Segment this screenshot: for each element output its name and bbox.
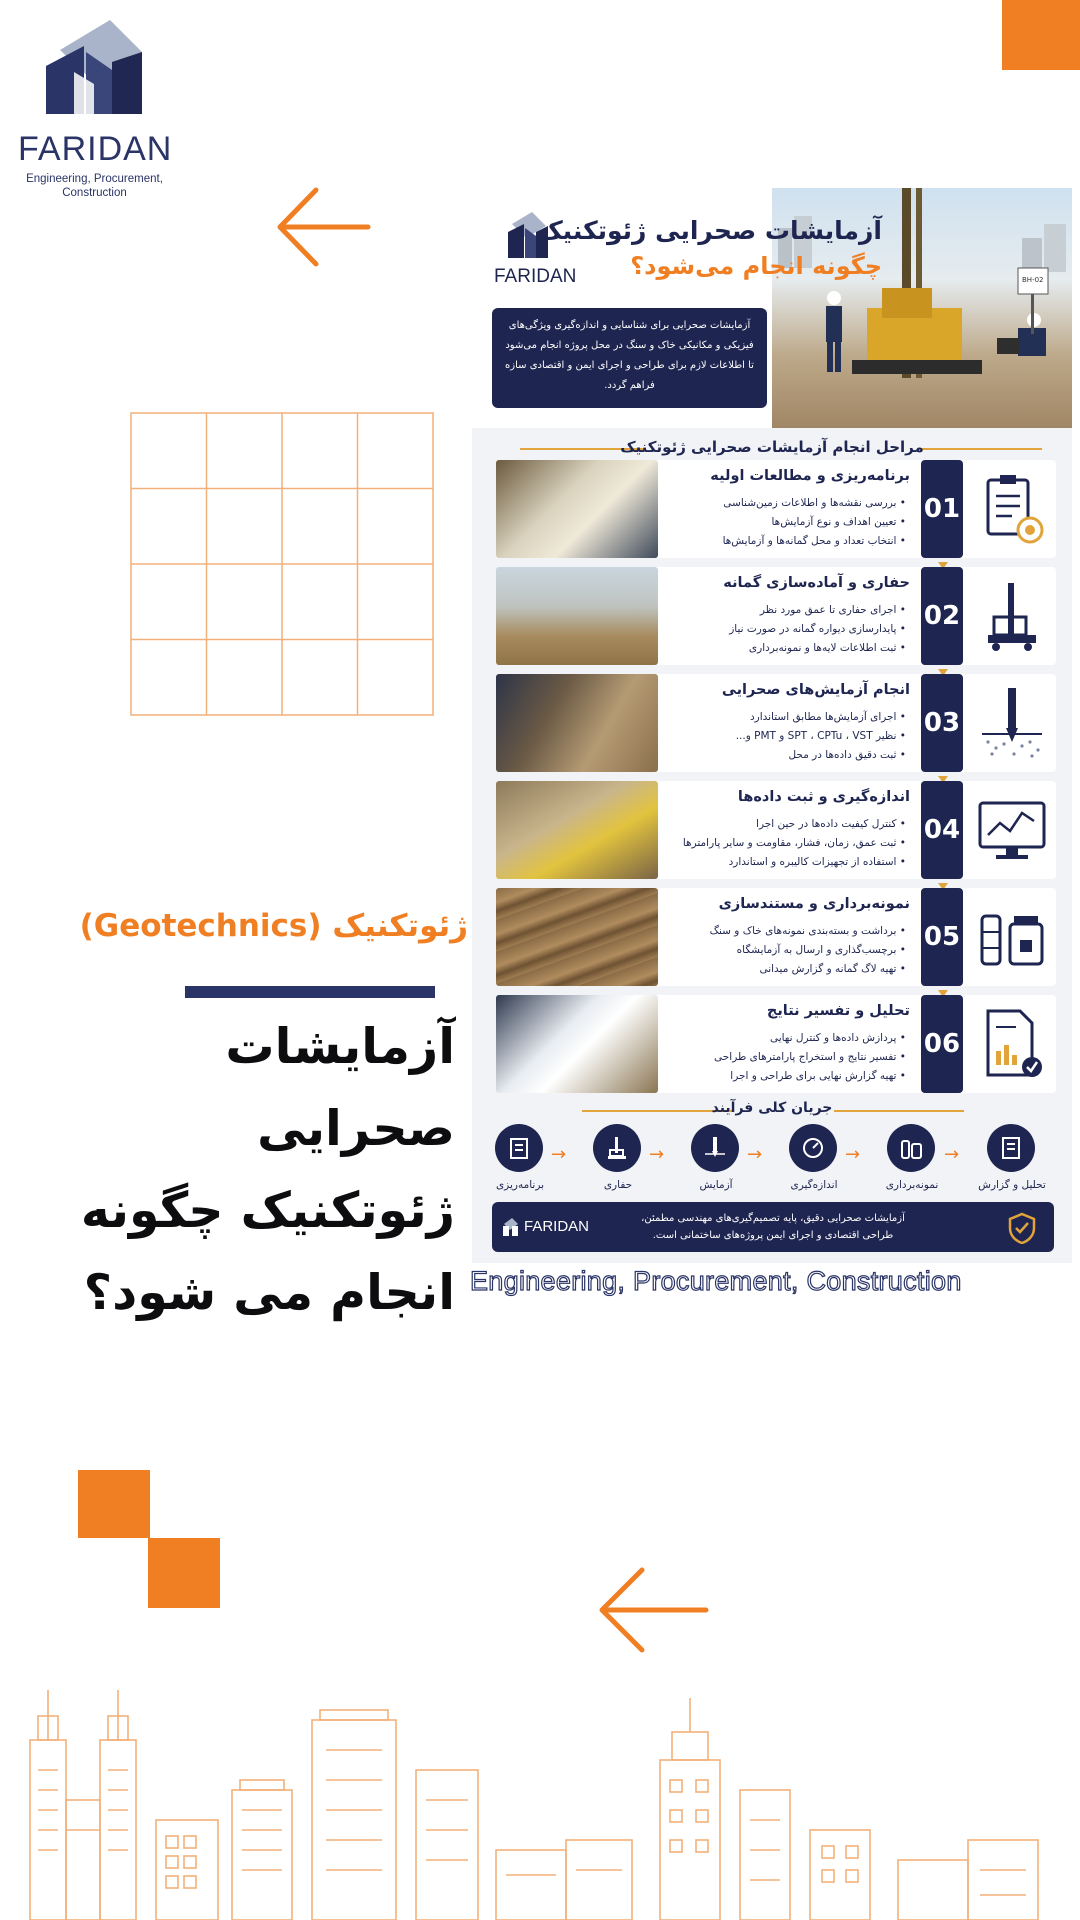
step-number: 03 bbox=[921, 674, 963, 772]
report-check-icon bbox=[974, 1005, 1050, 1083]
corner-square bbox=[1002, 0, 1080, 70]
step-bullet: • ثبت دقیق داده‌ها در محل bbox=[736, 746, 906, 765]
step-title: اندازه‌گیری و ثبت داده‌ها bbox=[737, 789, 910, 805]
flow-step-drilling bbox=[578, 1124, 658, 1194]
logo-tagline-line2: Construction bbox=[62, 187, 127, 199]
checklist-icon bbox=[507, 1136, 531, 1160]
arrow-left-icon bbox=[596, 1562, 712, 1658]
step-number: 06 bbox=[921, 995, 963, 1093]
flow-heading bbox=[472, 1098, 1072, 1124]
step-bullets bbox=[683, 815, 906, 872]
decor-square-2 bbox=[148, 1538, 220, 1608]
poster-title: آزمایشات صحرایی ژئوتکنیک bbox=[537, 216, 882, 245]
clipboard-target-icon bbox=[974, 470, 1050, 548]
flow-arrow-icon: → bbox=[944, 1144, 960, 1165]
flow-label: آزمایش bbox=[699, 1179, 733, 1191]
faridan-logo bbox=[12, 12, 177, 199]
step-card-1 bbox=[496, 460, 1056, 558]
step-number: 02 bbox=[921, 567, 963, 665]
footer-logo-icon bbox=[500, 1216, 522, 1238]
footer-line1: آزمایشات صحرایی دقیق، پایه تصمیم‌گیری‌های مهندسی مطمئن، bbox=[641, 1213, 905, 1224]
logo-tagline bbox=[12, 172, 177, 200]
flow-arrow-icon: → bbox=[649, 1144, 665, 1165]
infographic-poster bbox=[472, 188, 1072, 1263]
rig-icon bbox=[605, 1136, 629, 1160]
probe-soil-icon bbox=[974, 684, 1050, 762]
flow-step-sampling bbox=[872, 1124, 952, 1194]
flow-arrow-icon: → bbox=[845, 1144, 861, 1165]
step-card-3 bbox=[496, 674, 1056, 772]
step-photo-analysis bbox=[496, 995, 658, 1093]
headline-line2: ژئوتکنیک چگونه bbox=[80, 1182, 455, 1239]
step-bullet: • نظیر SPT ، CPTu ، VST و PMT و... bbox=[736, 727, 906, 746]
step-bullet: • اجرای حفاری تا عمق مورد نظر bbox=[729, 601, 906, 620]
logo-mark-icon bbox=[12, 12, 177, 127]
logo-tagline-line1: Engineering, Procurement, bbox=[26, 173, 163, 185]
step-bullet: • بررسی نقشه‌ها و اطلاعات زمین‌شناسی bbox=[723, 494, 906, 513]
flow-step-planning bbox=[480, 1124, 560, 1194]
step-number: 01 bbox=[921, 460, 963, 558]
step-bullet: • استفاده از تجهیزات کالیبره و استاندارد bbox=[683, 853, 906, 872]
poster-hero bbox=[472, 188, 1072, 428]
step-bullet: • تهیه لاگ گمانه و گزارش میدانی bbox=[710, 960, 906, 979]
step-bullet: • برچسب‌گذاری و ارسال به آزمایشگاه bbox=[710, 941, 906, 960]
step-bullet: • تعیین اهداف و نوع آزمایش‌ها bbox=[723, 513, 906, 532]
step-bullets bbox=[729, 601, 906, 658]
flow-arrow-icon: → bbox=[551, 1144, 567, 1165]
flow-label: نمونه‌برداری bbox=[885, 1179, 939, 1191]
footer-text bbox=[602, 1210, 944, 1244]
step-bullet: • ثبت اطلاعات لایه‌ها و نمونه‌برداری bbox=[729, 639, 906, 658]
flow-step-testing bbox=[676, 1124, 756, 1194]
decor-square-1 bbox=[78, 1470, 150, 1538]
flow-label: حفاری bbox=[603, 1179, 633, 1191]
step-bullets bbox=[710, 922, 906, 979]
step-card-5 bbox=[496, 888, 1056, 986]
drill-rig-icon bbox=[974, 577, 1050, 655]
step-bullet: • ثبت عمق، زمان، فشار، مقاومت و سایر پارامترها bbox=[683, 834, 906, 853]
headline-line3: انجام می شود؟ bbox=[83, 1264, 455, 1321]
step-bullet: • اجرای آزمایش‌ها مطابق استاندارد bbox=[736, 708, 906, 727]
step-bullets bbox=[736, 708, 906, 765]
step-title: انجام آزمایش‌های صحرایی bbox=[721, 682, 910, 698]
step-photo-testing bbox=[496, 674, 658, 772]
step-photo-measurement bbox=[496, 781, 658, 879]
borehole-sign-label: BH-02 bbox=[1022, 276, 1044, 284]
flow-label: اندازه‌گیری bbox=[790, 1179, 838, 1191]
flow-heading-text: جریان کلی فرآیند bbox=[711, 1100, 833, 1116]
step-photo-sampling bbox=[496, 888, 658, 986]
poster-logo-text: FARIDAN bbox=[494, 266, 577, 287]
headline-line1: آزمایشات صحرایی bbox=[225, 1018, 455, 1157]
footer-line2: طراحی اقتصادی و اجرای ایمن پروژه‌های ساختمانی است. bbox=[652, 1230, 894, 1241]
step-bullet: • پایدارسازی دیواره گمانه در صورت نیاز bbox=[729, 620, 906, 639]
logo-brand: FARIDAN bbox=[18, 130, 173, 168]
city-skyline-decoration bbox=[0, 1680, 1080, 1920]
step-bullet: • انتخاب تعداد و محل گمانه‌ها و آزمایش‌ها bbox=[723, 532, 906, 551]
step-bullet: • تهیه گزارش نهایی برای طراحی و اجرا bbox=[714, 1067, 906, 1086]
step-card-2 bbox=[496, 567, 1056, 665]
step-title: تحلیل و تفسیر نتایج bbox=[766, 1003, 910, 1019]
sample-jar-icon bbox=[974, 898, 1050, 976]
jar-icon bbox=[899, 1136, 923, 1160]
grid-decoration bbox=[130, 412, 434, 716]
report-icon bbox=[999, 1136, 1023, 1160]
step-title: حفاری و آماده‌سازی گمانه bbox=[723, 575, 910, 591]
poster-footer bbox=[492, 1202, 1054, 1252]
step-bullet: • برداشت و بسته‌بندی نمونه‌های خاک و سنگ bbox=[710, 922, 906, 941]
flow-label: برنامه‌ریزی bbox=[495, 1179, 545, 1191]
footer-brand: FARIDAN bbox=[524, 1218, 590, 1235]
steps-heading-text: مراحل انجام آزمایشات صحرایی ژئوتکنیک bbox=[620, 438, 924, 456]
step-photo-planning bbox=[496, 460, 658, 558]
step-bullets bbox=[723, 494, 906, 551]
step-number: 05 bbox=[921, 888, 963, 986]
poster-subtitle: چگونه انجام می‌شود؟ bbox=[630, 252, 882, 280]
gauge-icon bbox=[801, 1136, 825, 1160]
subtitle: ژئوتکنیک (Geotechnics) bbox=[79, 908, 468, 944]
step-bullet: • کنترل کیفیت داده‌ها در حین اجرا bbox=[683, 815, 906, 834]
step-number: 04 bbox=[921, 781, 963, 879]
probe-icon bbox=[703, 1136, 727, 1160]
step-bullets bbox=[714, 1029, 906, 1086]
intro-box: آزمایشات صحرایی برای شناسایی و اندازه‌گیری ویژگی‌های فیزیکی و مکانیکی خاک و سنگ در محل پروژه انجام می‌شود تا اطلاعات لازم برای طراحی و اجرای ایمن و اقتصادی سازه فراهم گردد. bbox=[492, 308, 767, 408]
step-photo-drilling bbox=[496, 567, 658, 665]
flow-label: تحلیل و گزارش bbox=[978, 1179, 1046, 1191]
step-bullet: • تفسیر نتایج و استخراج پارامترهای طراحی bbox=[714, 1048, 906, 1067]
step-bullet: • پردازش داده‌ها و کنترل نهایی bbox=[714, 1029, 906, 1048]
shield-check-icon bbox=[1008, 1212, 1036, 1244]
headline bbox=[15, 1006, 455, 1334]
flow-step-report bbox=[972, 1124, 1052, 1194]
flow-arrow-icon: → bbox=[747, 1144, 763, 1165]
step-title: نمونه‌برداری و مستندسازی bbox=[718, 896, 910, 912]
epc-tagline: Engineering, Procurement, Construction bbox=[470, 1266, 962, 1296]
flow-step-measurement bbox=[774, 1124, 854, 1194]
step-title: برنامه‌ریزی و مطالعات اولیه bbox=[710, 468, 910, 484]
arrow-left-icon bbox=[274, 182, 374, 272]
divider-bar bbox=[185, 986, 435, 998]
monitor-chart-icon bbox=[974, 791, 1050, 869]
step-card-4 bbox=[496, 781, 1056, 879]
step-card-6 bbox=[496, 995, 1056, 1093]
